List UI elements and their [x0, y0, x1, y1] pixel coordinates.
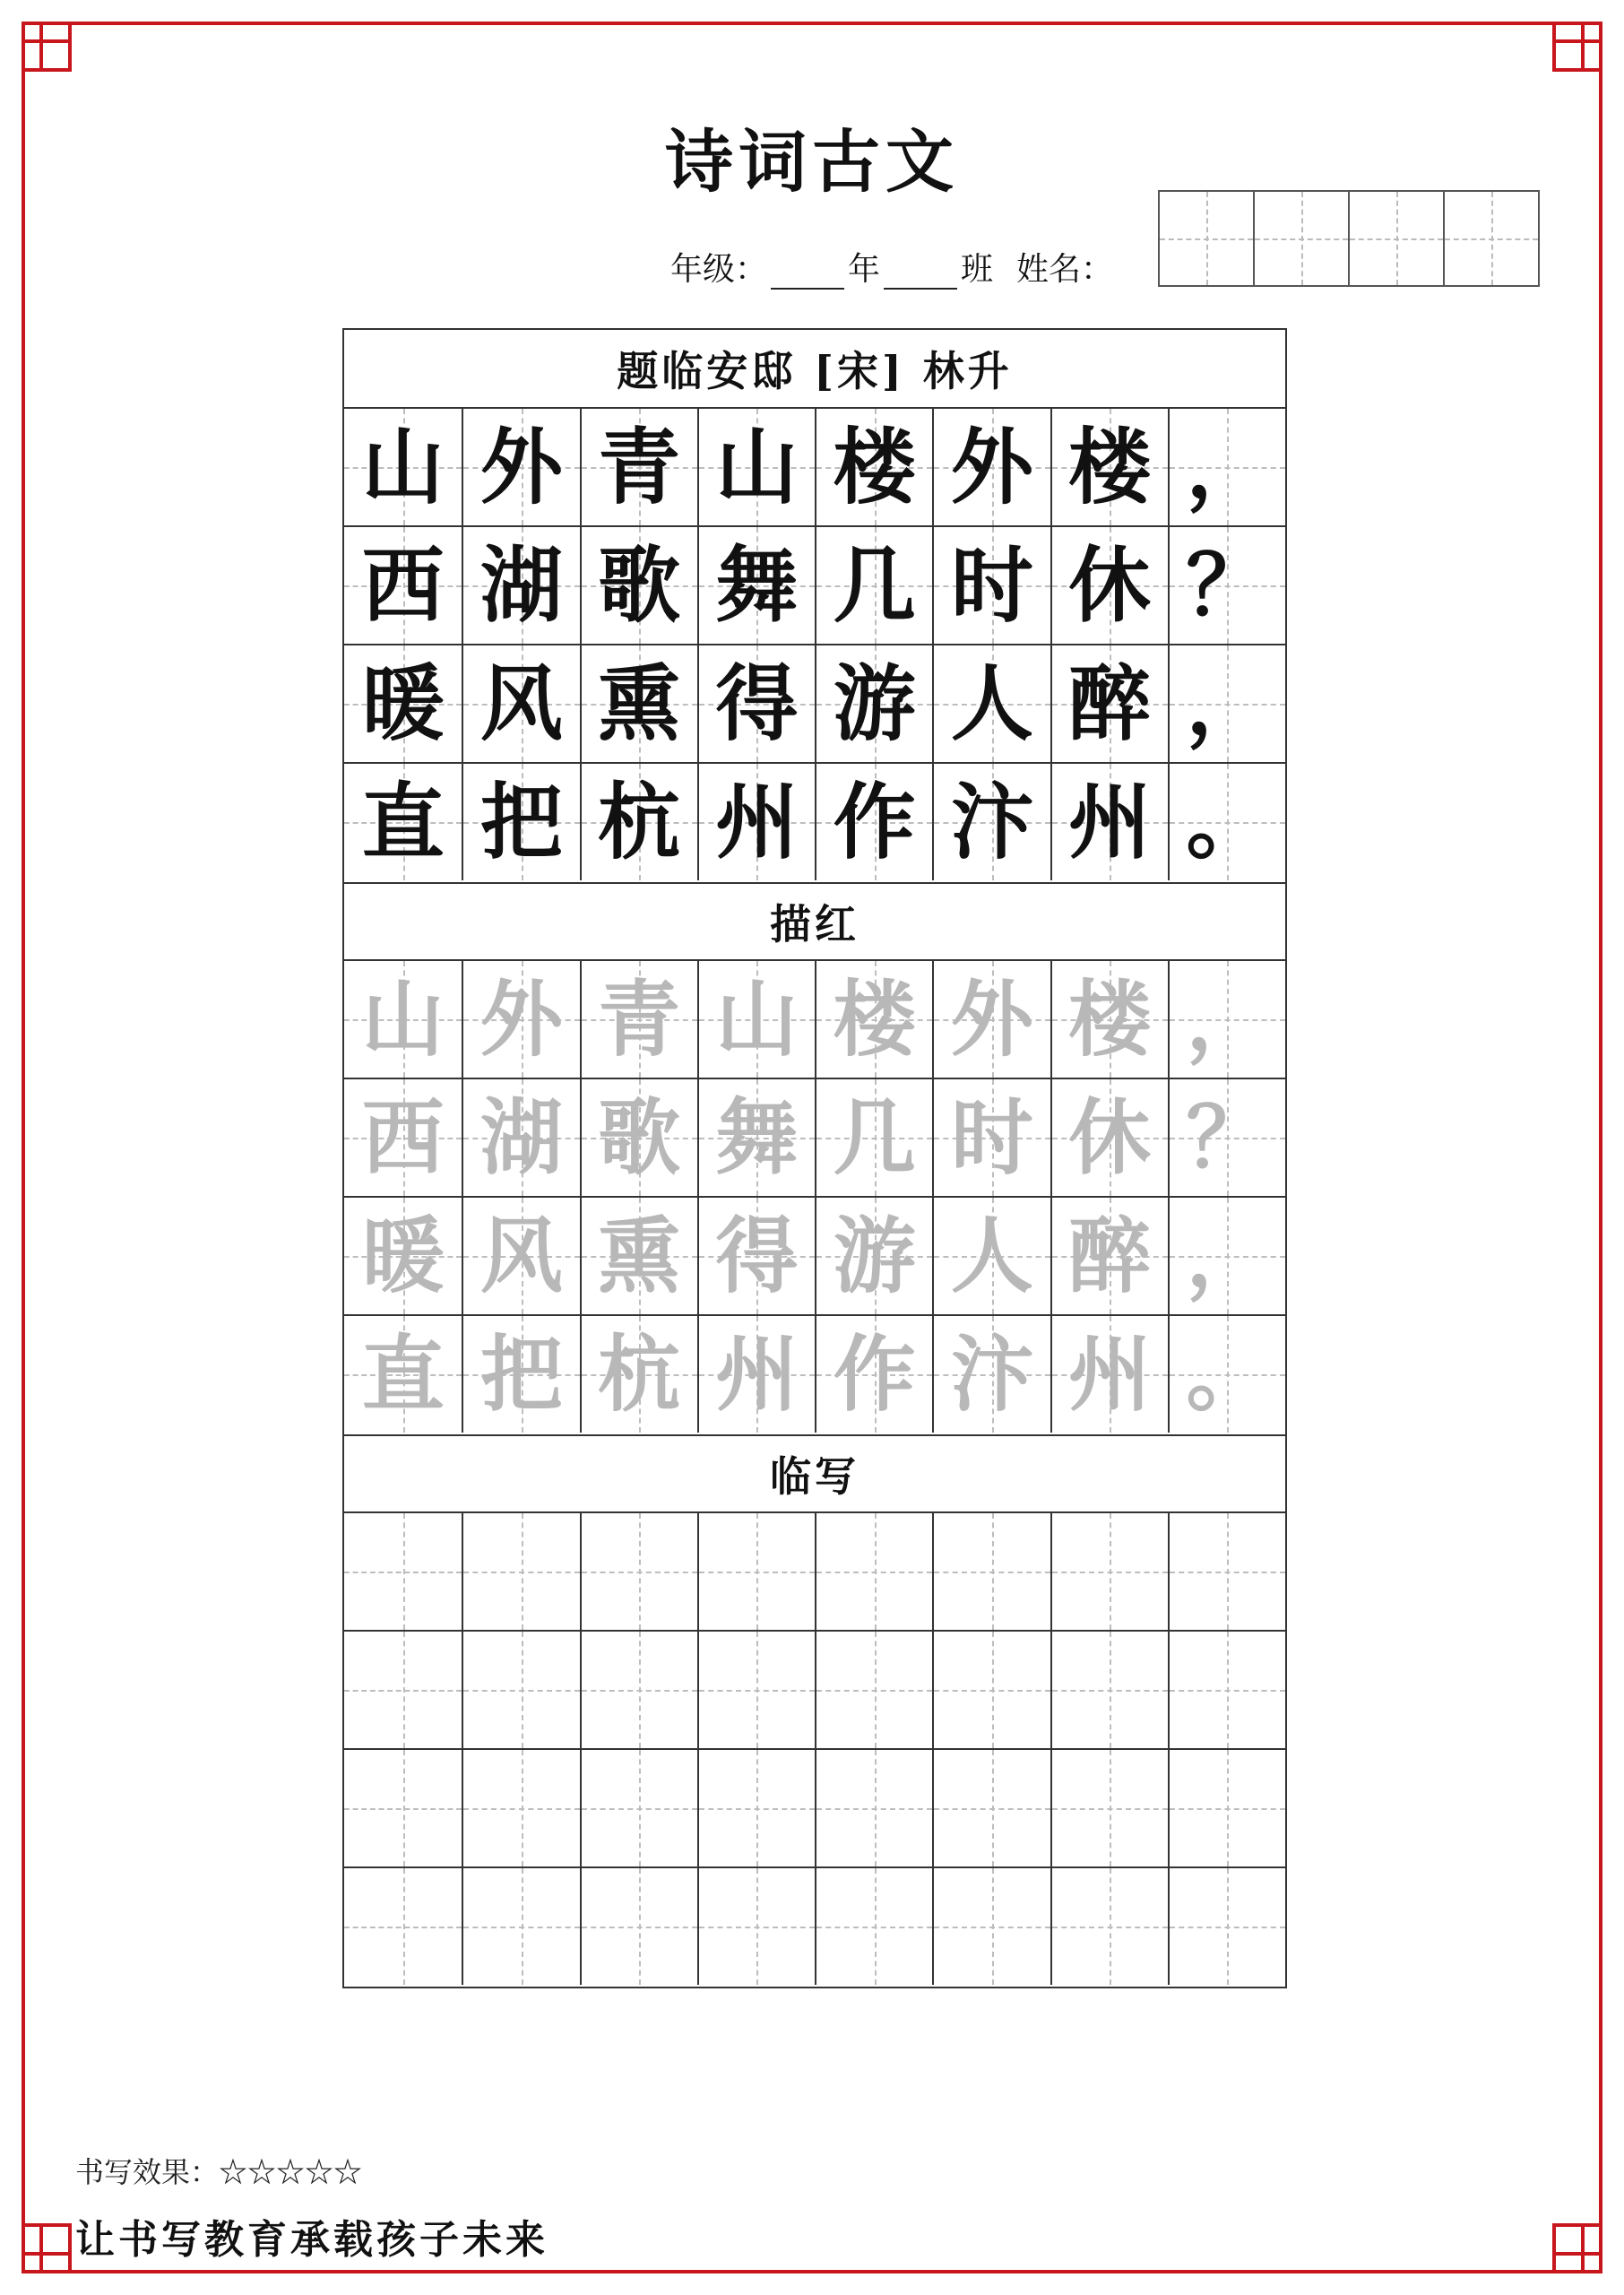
- copy-grid-cell[interactable]: [462, 1868, 579, 1985]
- slogan: 让书写教育承载孩子未来: [75, 2217, 549, 2263]
- trace-grid-row: [344, 1316, 1285, 1434]
- trace-grid-cell[interactable]: [1168, 1198, 1285, 1314]
- copy-grid-cell[interactable]: [932, 1868, 1050, 1985]
- model-grid-cell: [697, 645, 815, 762]
- trace-character: 。: [1186, 1326, 1269, 1423]
- writing-rating: [75, 2150, 362, 2191]
- trace-grid-cell[interactable]: [815, 1198, 932, 1314]
- trace-grid-cell[interactable]: [932, 961, 1050, 1078]
- model-character: 外: [479, 419, 563, 515]
- trace-grid-cell[interactable]: [580, 1079, 697, 1196]
- model-character: 山: [361, 419, 445, 515]
- trace-character: 西: [361, 1089, 445, 1186]
- trace-character: 汴: [950, 1326, 1033, 1423]
- name-box[interactable]: [1348, 192, 1443, 285]
- frame-bottom-line: [86, 2270, 1538, 2273]
- trace-grid-row: [344, 1198, 1285, 1316]
- trace-character: ，: [1186, 971, 1269, 1068]
- trace-grid-cell[interactable]: [697, 1198, 815, 1314]
- copy-section: [344, 1513, 1285, 1987]
- trace-grid-cell[interactable]: [344, 1316, 462, 1433]
- trace-character: 把: [479, 1326, 563, 1423]
- rating-label: 书写效果：: [75, 2155, 220, 2189]
- trace-grid-cell[interactable]: [1050, 1198, 1168, 1314]
- model-grid-cell: [815, 764, 932, 880]
- trace-grid-cell[interactable]: [1050, 1079, 1168, 1196]
- copy-grid-cell[interactable]: [462, 1513, 579, 1630]
- trace-character: 作: [833, 1326, 916, 1423]
- trace-character: 游: [833, 1208, 916, 1304]
- copy-grid-cell[interactable]: [1168, 1868, 1285, 1985]
- trace-grid-cell[interactable]: [344, 1079, 462, 1196]
- model-character: ，: [1186, 655, 1269, 752]
- trace-grid-cell[interactable]: [344, 1198, 462, 1314]
- model-grid-cell: [932, 764, 1050, 880]
- model-character: 汴: [950, 774, 1033, 870]
- name-box[interactable]: [1253, 192, 1348, 285]
- poem-heading: 题临安邸 [宋] 林升: [344, 330, 1285, 409]
- model-character: 休: [1068, 537, 1152, 634]
- trace-grid-cell[interactable]: [580, 1316, 697, 1433]
- page-title: 诗词古文: [665, 122, 959, 202]
- model-character: 西: [361, 537, 445, 634]
- model-grid-cell: [580, 645, 697, 762]
- model-character: 楼: [833, 419, 916, 515]
- frame-left-line: [22, 86, 25, 2209]
- copy-grid-cell[interactable]: [344, 1868, 462, 1985]
- model-character: 直: [361, 774, 445, 870]
- trace-grid-cell[interactable]: [1168, 961, 1285, 1078]
- copy-grid-cell[interactable]: [344, 1513, 462, 1630]
- grade-year-blank[interactable]: [771, 257, 844, 290]
- trace-grid-cell[interactable]: [1050, 1316, 1168, 1433]
- model-grid-row: [344, 764, 1285, 882]
- copy-grid-cell[interactable]: [815, 1750, 932, 1866]
- copy-grid-row: [344, 1632, 1285, 1750]
- model-grid-cell: [1050, 645, 1168, 762]
- trace-grid-cell[interactable]: [697, 1316, 815, 1433]
- trace-character: 湖: [479, 1089, 563, 1186]
- model-grid-cell: [697, 409, 815, 525]
- corner-ornament-bottom-right: [1534, 2205, 1608, 2279]
- student-info-row: [670, 244, 1113, 290]
- trace-character: 时: [950, 1089, 1033, 1186]
- trace-grid-cell[interactable]: [815, 1316, 932, 1433]
- model-character: 醉: [1068, 655, 1152, 752]
- trace-grid-cell[interactable]: [815, 1079, 932, 1196]
- trace-character: 几: [833, 1089, 916, 1186]
- model-character: 舞: [715, 537, 799, 634]
- copy-grid-cell[interactable]: [697, 1868, 815, 1985]
- trace-grid-cell[interactable]: [697, 1079, 815, 1196]
- model-character: 风: [479, 655, 563, 752]
- model-character: ？: [1186, 537, 1269, 634]
- name-label: 姓名：: [1016, 251, 1114, 288]
- copy-grid-cell[interactable]: [1050, 1868, 1168, 1985]
- model-character: 把: [479, 774, 563, 870]
- trace-character: 人: [950, 1208, 1033, 1304]
- copy-grid-cell[interactable]: [697, 1632, 815, 1748]
- model-grid-cell: [462, 409, 579, 525]
- model-grid-cell: [815, 409, 932, 525]
- trace-grid-cell[interactable]: [932, 1316, 1050, 1433]
- model-grid-cell: [344, 645, 462, 762]
- trace-section: [344, 961, 1285, 1434]
- trace-character: 青: [598, 971, 681, 1068]
- model-grid-cell: [932, 409, 1050, 525]
- model-grid-cell: [1050, 527, 1168, 644]
- model-section: [344, 409, 1285, 882]
- trace-character: 暖: [361, 1208, 445, 1304]
- model-character: 得: [715, 655, 799, 752]
- trace-grid-cell[interactable]: [815, 961, 932, 1078]
- grade-label: 年级：: [670, 251, 768, 288]
- copy-grid-cell[interactable]: [815, 1513, 932, 1630]
- rating-stars[interactable]: ☆☆☆☆☆: [219, 2155, 363, 2189]
- copy-grid-cell[interactable]: [932, 1513, 1050, 1630]
- model-grid-cell: [815, 527, 932, 644]
- copy-grid-cell[interactable]: [815, 1632, 932, 1748]
- model-character: 州: [1068, 774, 1152, 870]
- model-grid-cell: [815, 645, 932, 762]
- trace-grid-cell[interactable]: [462, 1079, 579, 1196]
- class-blank[interactable]: [884, 257, 957, 290]
- model-grid-cell: [932, 527, 1050, 644]
- trace-grid-cell[interactable]: [580, 961, 697, 1078]
- model-grid-cell: [1050, 764, 1168, 880]
- model-grid-row: [344, 645, 1285, 764]
- corner-ornament-top-left: [16, 16, 90, 90]
- model-character: 外: [950, 419, 1033, 515]
- model-grid-cell: [1050, 409, 1168, 525]
- copy-grid-row: [344, 1750, 1285, 1868]
- model-character: 歌: [598, 537, 681, 634]
- trace-grid-row: [344, 1079, 1285, 1198]
- copy-grid-cell[interactable]: [697, 1513, 815, 1630]
- model-grid-cell: [697, 527, 815, 644]
- copy-grid-cell[interactable]: [1168, 1513, 1285, 1630]
- trace-character: 熏: [598, 1208, 681, 1304]
- model-grid-cell: [580, 409, 697, 525]
- model-grid-cell: [1168, 409, 1285, 525]
- copy-grid-cell[interactable]: [580, 1632, 697, 1748]
- writing-sheet: [342, 328, 1287, 1988]
- copy-grid-cell[interactable]: [1050, 1513, 1168, 1630]
- name-box[interactable]: [1160, 192, 1253, 285]
- copy-grid-cell[interactable]: [344, 1632, 462, 1748]
- year-suffix: 年: [848, 251, 881, 288]
- frame-right-line: [1599, 86, 1602, 2209]
- copy-grid-cell[interactable]: [932, 1632, 1050, 1748]
- model-grid-cell: [462, 764, 579, 880]
- trace-grid-cell[interactable]: [1168, 1079, 1285, 1196]
- trace-grid-row: [344, 961, 1285, 1079]
- trace-grid-cell[interactable]: [462, 961, 579, 1078]
- class-suffix: 班: [961, 251, 994, 288]
- copy-grid-cell[interactable]: [697, 1750, 815, 1866]
- copy-grid-cell[interactable]: [815, 1868, 932, 1985]
- trace-character: ，: [1186, 1208, 1269, 1304]
- trace-character: 歌: [598, 1089, 681, 1186]
- copy-grid-cell[interactable]: [1050, 1632, 1168, 1748]
- corner-ornament-top-right: [1534, 16, 1608, 90]
- model-character: 时: [950, 537, 1033, 634]
- model-character: 楼: [1068, 419, 1152, 515]
- copy-grid-row: [344, 1513, 1285, 1632]
- trace-grid-cell[interactable]: [932, 1198, 1050, 1314]
- model-character: 湖: [479, 537, 563, 634]
- model-character: 。: [1186, 774, 1269, 870]
- model-character: 作: [833, 774, 916, 870]
- trace-character: 风: [479, 1208, 563, 1304]
- trace-grid-cell[interactable]: [697, 961, 815, 1078]
- trace-character: 舞: [715, 1089, 799, 1186]
- trace-grid-cell[interactable]: [1050, 961, 1168, 1078]
- copy-grid-cell[interactable]: [462, 1750, 579, 1866]
- model-grid-cell: [462, 527, 579, 644]
- model-grid-row: [344, 527, 1285, 645]
- trace-character: 外: [479, 971, 563, 1068]
- model-character: 山: [715, 419, 799, 515]
- model-grid-cell: [344, 409, 462, 525]
- model-grid-cell: [580, 764, 697, 880]
- name-boxes: [1158, 190, 1540, 287]
- trace-character: 州: [1068, 1326, 1152, 1423]
- model-character: 青: [598, 419, 681, 515]
- trace-character: 楼: [1068, 971, 1152, 1068]
- trace-character: 州: [715, 1326, 799, 1423]
- model-grid-cell: [462, 645, 579, 762]
- trace-character: 外: [950, 971, 1033, 1068]
- model-grid-cell: [1168, 764, 1285, 880]
- frame-top-line: [86, 22, 1538, 25]
- trace-character: 楼: [833, 971, 916, 1068]
- model-character: ，: [1186, 419, 1269, 515]
- copy-grid-cell[interactable]: [580, 1868, 697, 1985]
- copy-grid-cell[interactable]: [462, 1632, 579, 1748]
- model-grid-cell: [344, 527, 462, 644]
- trace-character: 得: [715, 1208, 799, 1304]
- trace-heading: 描红: [344, 882, 1285, 961]
- model-grid-cell: [344, 764, 462, 880]
- trace-grid-cell[interactable]: [580, 1198, 697, 1314]
- model-character: 州: [715, 774, 799, 870]
- name-box[interactable]: [1443, 192, 1538, 285]
- copy-grid-cell[interactable]: [344, 1750, 462, 1866]
- trace-character: 杭: [598, 1326, 681, 1423]
- trace-grid-cell[interactable]: [462, 1316, 579, 1433]
- model-grid-cell: [1168, 527, 1285, 644]
- trace-grid-cell[interactable]: [462, 1198, 579, 1314]
- trace-grid-cell[interactable]: [1168, 1316, 1285, 1433]
- trace-character: 直: [361, 1326, 445, 1423]
- trace-character: 休: [1068, 1089, 1152, 1186]
- model-grid-cell: [1168, 645, 1285, 762]
- trace-character: ？: [1186, 1089, 1269, 1186]
- copy-grid-cell[interactable]: [932, 1750, 1050, 1866]
- model-character: 暖: [361, 655, 445, 752]
- copy-heading: 临写: [344, 1434, 1285, 1513]
- trace-character: 醉: [1068, 1208, 1152, 1304]
- copy-grid-cell[interactable]: [580, 1513, 697, 1630]
- model-grid-cell: [697, 764, 815, 880]
- model-grid-cell: [932, 645, 1050, 762]
- copy-grid-cell[interactable]: [1050, 1750, 1168, 1866]
- copy-grid-cell[interactable]: [1168, 1750, 1285, 1866]
- copy-grid-cell[interactable]: [1168, 1632, 1285, 1748]
- copy-grid-cell[interactable]: [580, 1750, 697, 1866]
- model-character: 游: [833, 655, 916, 752]
- model-character: 熏: [598, 655, 681, 752]
- trace-character: 山: [715, 971, 799, 1068]
- model-character: 人: [950, 655, 1033, 752]
- trace-character: 山: [361, 971, 445, 1068]
- model-character: 杭: [598, 774, 681, 870]
- model-character: 几: [833, 537, 916, 634]
- model-grid-row: [344, 409, 1285, 527]
- copy-grid-row: [344, 1868, 1285, 1987]
- trace-grid-cell[interactable]: [932, 1079, 1050, 1196]
- model-grid-cell: [580, 527, 697, 644]
- trace-grid-cell[interactable]: [344, 961, 462, 1078]
